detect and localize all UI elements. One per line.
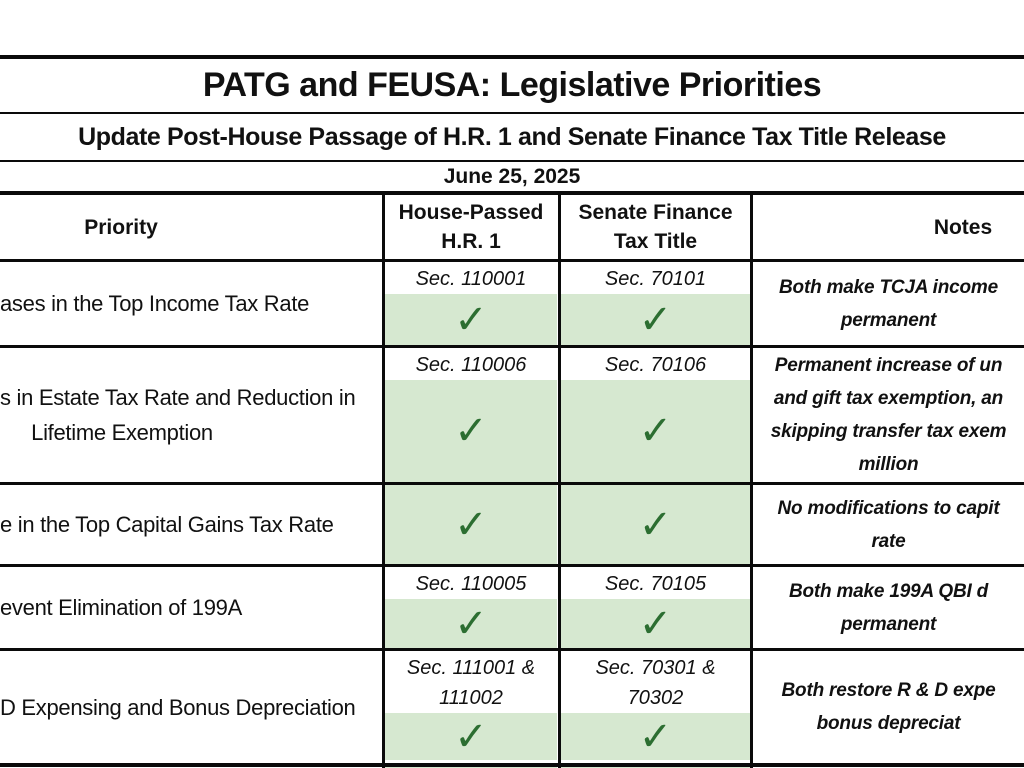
notes-cell <box>753 651 1024 763</box>
column-border <box>382 191 385 768</box>
house-cell <box>385 485 557 564</box>
page-subtitle: Update Post-House Passage of H.R. 1 and Senate Finance Tax Title Release <box>78 122 946 151</box>
column-header-label: Notes <box>933 215 993 239</box>
check-icon: ✓ <box>638 408 673 454</box>
section-label-line: 70302 <box>627 687 684 709</box>
senate-cell <box>561 348 750 482</box>
column-border <box>558 191 561 768</box>
check-icon: ✓ <box>638 296 673 343</box>
check-cell-fill <box>385 294 557 345</box>
subtitle-band <box>0 114 1024 160</box>
check-icon: ✓ <box>454 600 488 647</box>
notes-cell <box>753 567 1024 648</box>
table-row <box>0 567 1024 651</box>
notes-text: permanent <box>840 613 937 635</box>
check-cell-fill <box>385 485 557 564</box>
notes-cell <box>753 485 1024 564</box>
notes-text: and gift tax exemption, an <box>773 388 1004 409</box>
section-label-line: Sec. 70106 <box>604 354 707 376</box>
priority-text: event Elimination of 199A <box>0 595 242 620</box>
senate-cell <box>561 567 750 648</box>
priority-text: ases in the Top Income Tax Rate <box>0 291 310 316</box>
column-header-label: H.R. 1 <box>441 230 501 253</box>
section-label-line: Sec. 111001 & <box>406 657 536 679</box>
house-cell <box>385 348 557 482</box>
notes-text: million <box>858 454 919 475</box>
notes-text: Permanent increase of un <box>774 355 1003 376</box>
check-icon: ✓ <box>454 501 488 548</box>
table-row <box>0 485 1024 567</box>
check-cell-fill <box>561 713 750 760</box>
section-label <box>385 651 557 713</box>
check-icon: ✓ <box>454 408 488 454</box>
check-cell-fill <box>385 380 557 482</box>
check-icon: ✓ <box>638 713 673 760</box>
column-header-senate <box>561 195 750 259</box>
priority-cell <box>0 485 382 564</box>
check-cell-fill <box>561 599 750 648</box>
senate-cell <box>561 485 750 564</box>
priority-cell <box>0 567 382 648</box>
house-cell <box>385 567 557 648</box>
date-band <box>0 162 1024 191</box>
column-header-label: Priority <box>84 215 158 239</box>
notes-text: Both make 199A QBI d <box>788 580 989 602</box>
notes-text: Both restore R & D expe <box>781 680 996 701</box>
priority-text: Lifetime Exemption <box>31 420 213 445</box>
column-header-notes <box>753 195 1024 259</box>
priority-cell <box>0 348 382 482</box>
priority-cell <box>0 651 382 763</box>
column-border <box>750 191 753 768</box>
section-label-line: Sec. 70101 <box>604 268 707 290</box>
notes-text: No modifications to capit <box>777 497 1000 519</box>
section-label-line: Sec. 70301 & <box>595 657 716 679</box>
notes-cell <box>753 348 1024 482</box>
check-cell-fill <box>561 294 750 345</box>
column-header-label: Senate Finance <box>578 201 733 224</box>
notes-text: rate <box>871 530 906 552</box>
section-label <box>561 651 750 713</box>
table-row <box>0 651 1024 763</box>
section-label <box>385 262 557 294</box>
senate-cell <box>561 651 750 763</box>
house-cell <box>385 651 557 763</box>
section-label <box>385 348 557 380</box>
table-header-row <box>0 195 1024 259</box>
section-label <box>561 348 750 380</box>
section-label <box>561 567 750 599</box>
notes-text: bonus depreciat <box>816 713 961 734</box>
section-label-line: 111002 <box>439 687 503 709</box>
page-date: June 25, 2025 <box>443 164 581 188</box>
priority-text: e in the Top Capital Gains Tax Rate <box>0 512 334 537</box>
notes-text: permanent <box>840 309 937 331</box>
table-row <box>0 262 1024 348</box>
check-icon: ✓ <box>638 501 673 548</box>
title-band <box>0 59 1024 112</box>
check-icon: ✓ <box>454 296 488 343</box>
column-header-label: Tax Title <box>613 230 698 253</box>
table-row <box>0 348 1024 485</box>
check-icon: ✓ <box>638 600 673 647</box>
column-header-priority <box>0 195 242 259</box>
notes-text: Both make TCJA income <box>779 276 998 298</box>
page-title: PATG and FEUSA: Legislative Priorities <box>202 66 822 104</box>
check-cell-fill <box>561 380 750 482</box>
check-cell-fill <box>385 713 557 760</box>
column-header-label: House-Passed <box>398 201 544 224</box>
section-label-line: Sec. 110001 <box>415 268 527 290</box>
column-header-house <box>385 195 557 259</box>
notes-text: skipping transfer tax exem <box>770 421 1007 442</box>
table-body <box>0 262 1024 763</box>
section-label <box>561 262 750 294</box>
priority-text: s in Estate Tax Rate and Reduction in <box>0 385 356 410</box>
priority-text: D Expensing and Bonus Depreciation <box>0 694 356 720</box>
check-cell-fill <box>385 599 557 648</box>
section-label <box>385 567 557 599</box>
house-cell <box>385 262 557 345</box>
check-icon: ✓ <box>454 713 488 760</box>
senate-cell <box>561 262 750 345</box>
section-label-line: Sec. 110006 <box>415 354 527 376</box>
section-label-line: Sec. 70105 <box>604 573 707 595</box>
section-label-line: Sec. 110005 <box>415 573 527 595</box>
check-cell-fill <box>561 485 750 564</box>
notes-cell <box>753 262 1024 345</box>
priority-cell <box>0 262 382 345</box>
